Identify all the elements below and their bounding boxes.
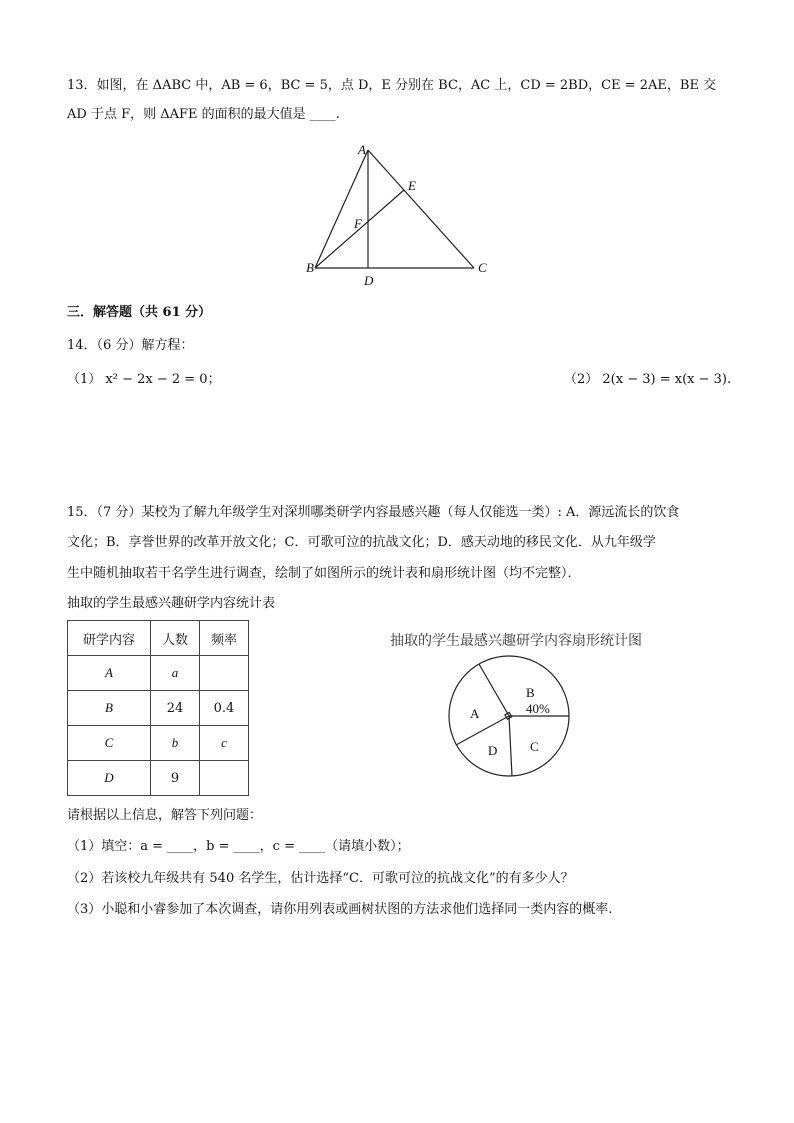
segment-ab xyxy=(315,150,368,268)
table-header: 研学内容 xyxy=(68,621,151,656)
segment-ac xyxy=(368,150,474,268)
label-f: F xyxy=(354,216,362,231)
q13-line1: 13．如图，在 ΔABC 中，AB = 6，BC = 5，点 D，E 分别在 BC，AC 上，CD = 2BD，CE = 2AE，BE 交 xyxy=(67,78,717,93)
q15-line3: 生中随机抽取若干名学生进行调查，绘制了如图所示的统计表和扇形统计图（均不完整）． xyxy=(67,566,581,581)
table-cell: b xyxy=(151,726,200,761)
triangle-figure xyxy=(300,140,500,290)
table-cell: C xyxy=(68,726,151,761)
pie-divider-da xyxy=(456,716,509,745)
table-header: 频率 xyxy=(200,621,249,656)
pie-divider-cd xyxy=(509,716,512,776)
label-d: D xyxy=(364,273,374,288)
table-row xyxy=(68,691,249,726)
q15-sub3: （3）小聪和小睿参加了本次调查，请你用列表或画树状图的方法求他们选择同一类内容的概率. xyxy=(67,902,613,917)
q13-line2: AD 于点 F，则 ΔAFE 的面积的最大值是 ____. xyxy=(67,107,340,122)
table-header-row xyxy=(68,621,249,656)
table-cell xyxy=(200,656,249,691)
label-b: B xyxy=(306,260,314,275)
table-cell: a xyxy=(151,656,200,691)
q15-line2: 文化；B．享誉世界的改革开放文化；C．可歌可泣的抗战文化；D．感天动地的移民文化．从九年级学 xyxy=(67,535,656,550)
label-e: E xyxy=(408,178,416,193)
stat-table xyxy=(67,620,249,796)
pie-label-b: B xyxy=(526,685,535,700)
q15-prompt: 请根据以上信息，解答下列问题： xyxy=(67,808,263,823)
label-a: A xyxy=(358,142,366,157)
table-title: 抽取的学生最感兴趣研学内容统计表 xyxy=(67,596,276,611)
pie-label-c: C xyxy=(530,739,539,754)
section-title: 三．解答题（共 61 分） xyxy=(67,305,212,320)
q14-stem: 14．（6 分）解方程： xyxy=(67,338,194,353)
table-cell: B xyxy=(68,691,151,726)
pie-title: 抽取的学生最感兴趣研学内容扇形统计图 xyxy=(390,633,642,649)
table-cell: 9 xyxy=(151,761,200,796)
table-cell: 24 xyxy=(151,691,200,726)
q14-part1: （1） x² − 2x − 2 = 0； xyxy=(67,372,221,387)
pie-divider-ab xyxy=(479,664,509,716)
table-row xyxy=(68,656,249,691)
table-header: 人数 xyxy=(151,621,200,656)
q14-part2: （2） 2(x − 3) = x(x − 3). xyxy=(564,372,732,387)
pie-label-a: A xyxy=(470,706,480,721)
table-cell: c xyxy=(200,726,249,761)
table-row xyxy=(68,726,249,761)
q15-line1: 15．（7 分）某校为了解九年级学生对深圳哪类研学内容最感兴趣（每人仅能选一类）: A．源远流长的饮食 xyxy=(67,505,680,520)
label-c: C xyxy=(478,260,487,275)
q15-sub1: （1）填空：a = ____，b = ____，c = ____（请填小数）； xyxy=(67,839,410,854)
table-cell: D xyxy=(68,761,151,796)
table-cell: A xyxy=(68,656,151,691)
pie-chart xyxy=(448,655,584,791)
pie-label-d: D xyxy=(488,743,498,758)
q15-sub2: （2）若该校九年级共有 540 名学生，估计选择“C．可歌可泣的抗战文化”的有多少人？ xyxy=(67,871,574,886)
pie-label-b-pct: 40% xyxy=(526,701,550,716)
table-cell: 0.4 xyxy=(200,691,249,726)
table-row xyxy=(68,761,249,796)
table-cell xyxy=(200,761,249,796)
